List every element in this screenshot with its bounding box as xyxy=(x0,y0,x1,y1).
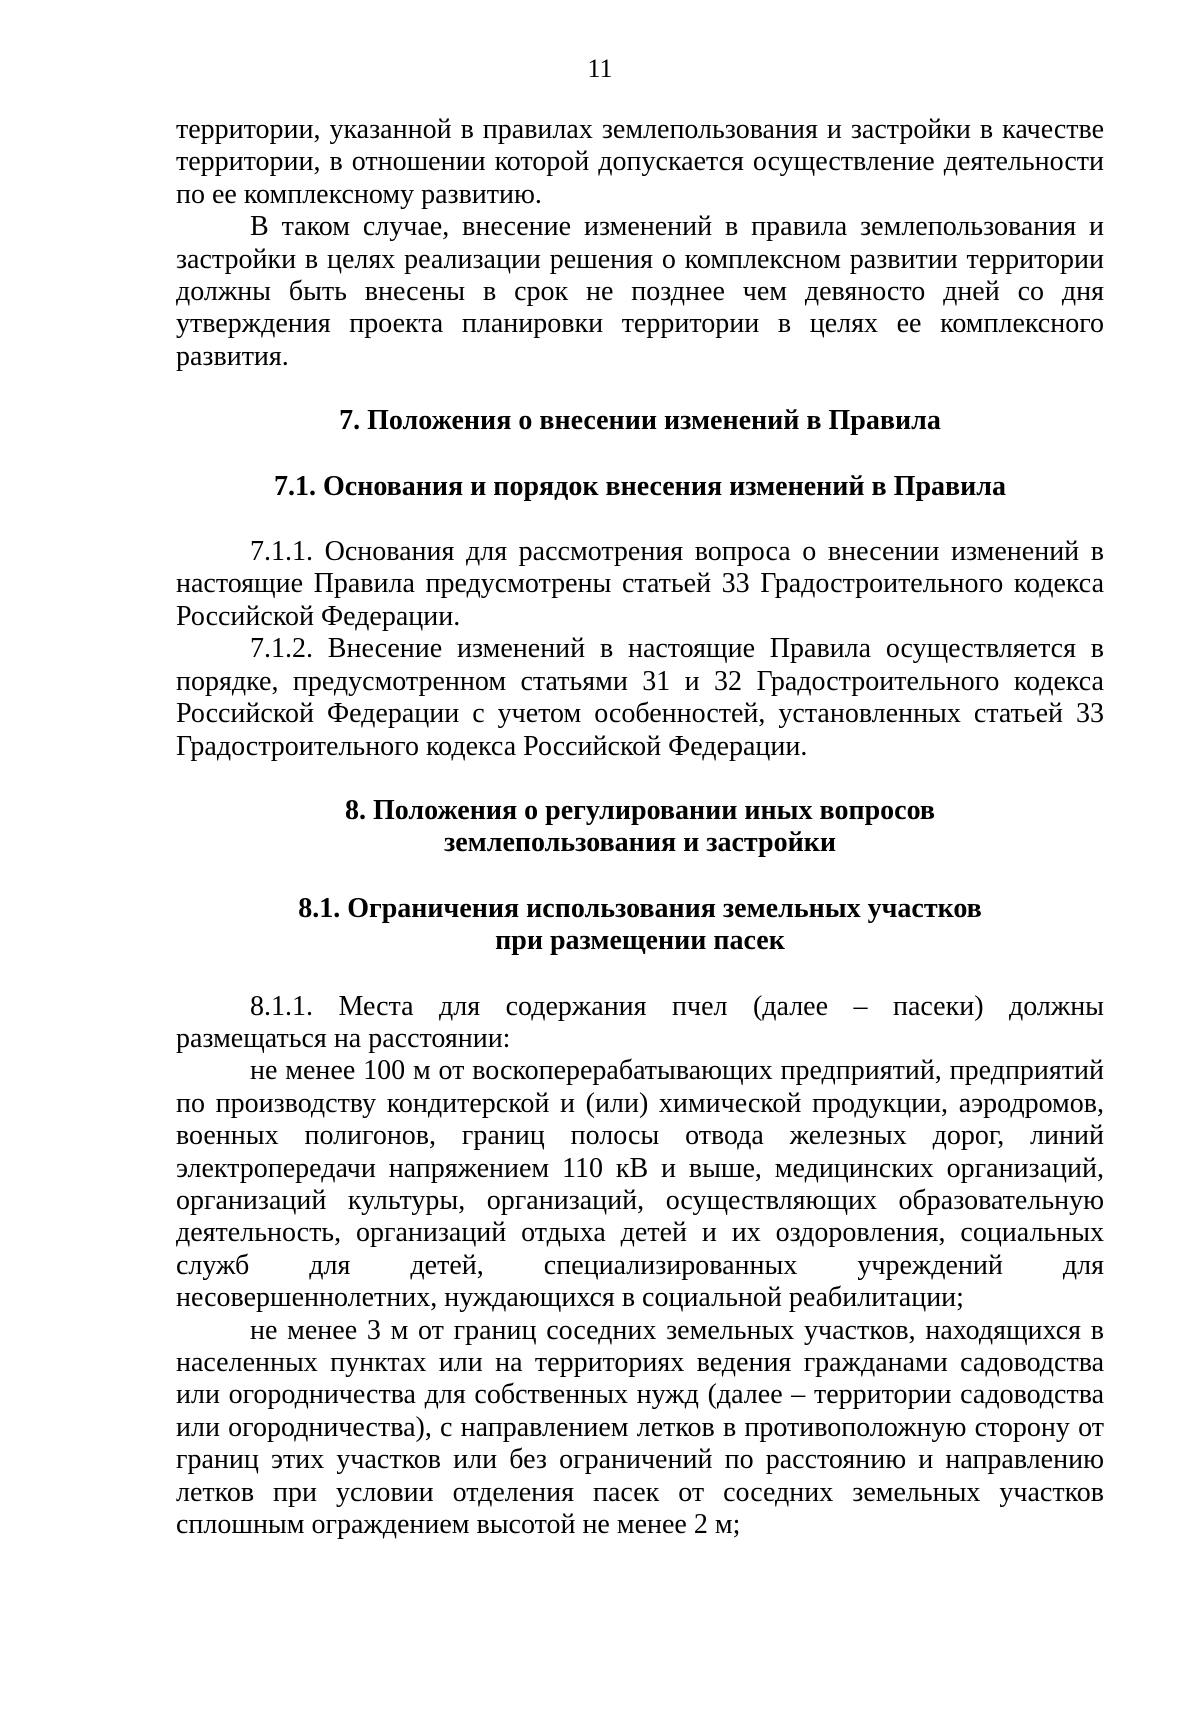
subsection-heading-7-1: 7.1. Основания и порядок внесения изменений в Правила xyxy=(274,470,1006,502)
paragraph-amendment-deadline: В таком случае, внесение изменений в правила землепользования и застройки в целях реализации решения о комплексном развитии территории должны быть внесены в срок не позднее чем девяносто дней со дня утверждения проекта планировки территории в целях ее комплексного развития. xyxy=(176,211,1104,372)
paragraph-8-1-1: 8.1.1. Места для содержания пчел (далее – пасеки) должны размещаться на расстоянии: xyxy=(176,990,1104,1054)
subsection-heading-8-1-line-2: при размещении пасек xyxy=(495,925,785,957)
list-item-distance-3m: не менее 3 м от границ соседних земельных участков, находящихся в населенных пунктах или на территориях ведения гражданами садоводства или огородничества для собственных нужд (далее – территории садоводства или огородничества), с направлением летков в противоположную сторону от границ этих участков или без ограничений по расстоянию и направлению летков при условии отделения пасек от соседних земельных участков сплошным ограждением высотой не менее 2 м; xyxy=(176,1314,1104,1541)
list-item-distance-100m: не менее 100 м от воскоперерабатывающих предприятий, предприятий по производству кондитерской и (или) химической продукции, аэродромов, военных полигонов, границ полосы отвода железных дорог, линий электропередачи напряжением 110 кВ и выше, медицинских организаций, организаций культуры, организаций, осуществляющих образовательную деятельность, организаций отдыха детей и их оздоровления, социальных служб для детей, специализированных учреждений для несовершеннолетних, нуждающихся в социальной реабилитации; xyxy=(176,1055,1104,1314)
document-body xyxy=(176,114,1104,1541)
paragraph-continuation: территории, указанной в правилах землепользования и застройки в качестве территории, в отношении которой допускается осуществление деятельности по ее комплексному развитию. xyxy=(176,114,1104,210)
section-heading-7: 7. Положения о внесении изменений в Правила xyxy=(339,405,941,437)
paragraph-7-1-2: 7.1.2. Внесение изменений в настоящие Правила осуществляется в порядке, предусмотренном статьями 31 и 32 Градостроительного кодекса Российской Федерации с учетом особенностей, установленных статьей 33 Градостроительного кодекса Российской Федерации. xyxy=(176,633,1104,762)
subsection-heading-8-1 xyxy=(176,893,1104,958)
section-heading-8-line-2: землепользования и застройки xyxy=(444,827,836,859)
section-heading-8 xyxy=(176,795,1104,860)
paragraph-7-1-1: 7.1.1. Основания для рассмотрения вопроса о внесении изменений в настоящие Правила предусмотрены статьей 33 Градостроительного кодекса Российской Федерации. xyxy=(176,536,1104,632)
subsection-heading-8-1-line-1: 8.1. Ограничения использования земельных участков xyxy=(298,892,982,924)
section-heading-8-line-1: 8. Положения о регулировании иных вопросов xyxy=(344,794,936,826)
page-number: 11 xyxy=(587,54,613,83)
